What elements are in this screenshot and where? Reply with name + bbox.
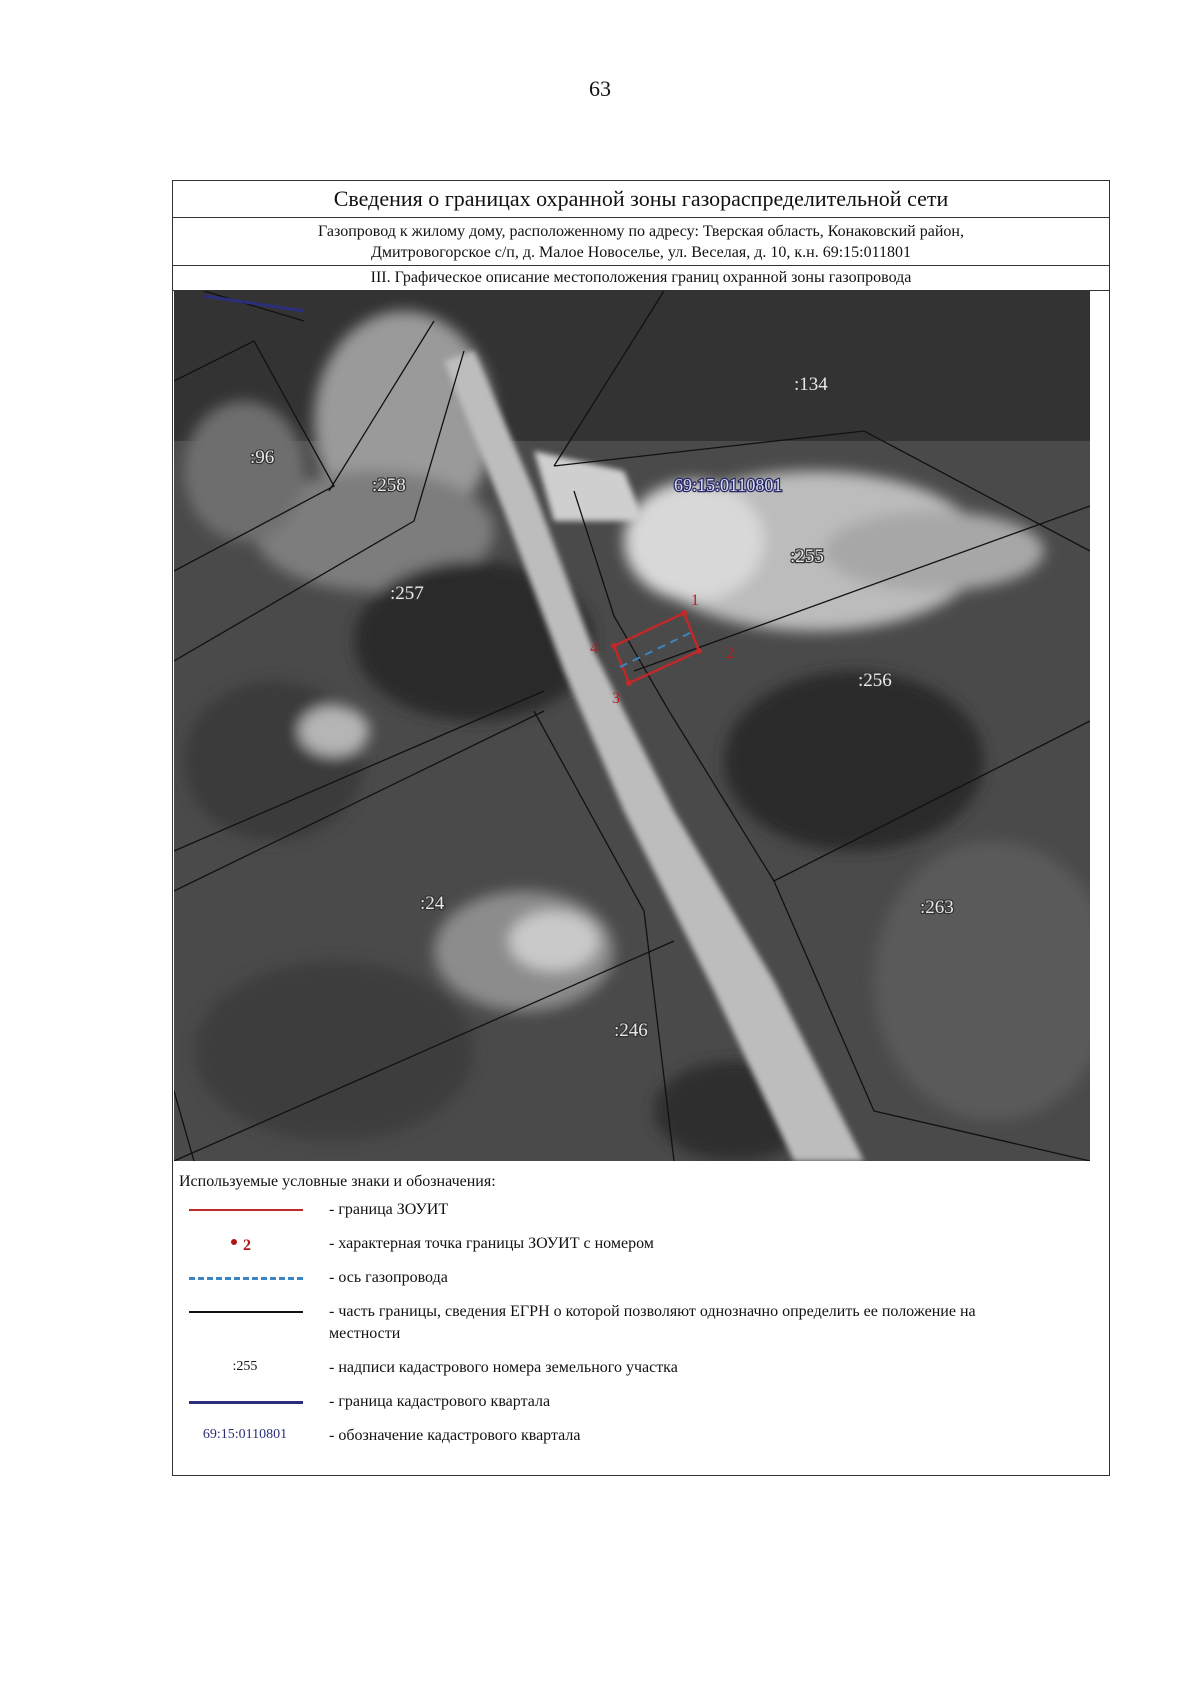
subtitle-line-2: Дмитровогорское с/п, д. Малое Новоселье, ул. Веселая, д. 10, к.н. 69:15:011801 (370, 244, 911, 261)
map-canvas (174, 291, 1090, 1161)
legend (179, 1173, 1099, 1459)
legend-symbol-text: :255 (232, 1359, 258, 1374)
legend-item-quarter-label (179, 1425, 1099, 1459)
legend-text: - часть границы, сведения ЕГРН о которой позволяют однозначно определить ее положение на местности (329, 1303, 976, 1342)
point-label-1: 1 (691, 592, 699, 609)
quarter-label: 69:15:0110801 (674, 475, 783, 495)
legend-item-zone-boundary (179, 1199, 1099, 1233)
legend-item-parcel-boundary (179, 1301, 1099, 1357)
parcel-label-24: :24 (420, 893, 445, 914)
parcel-label-263: :263 (920, 897, 954, 918)
legend-item-parcel-label (179, 1357, 1099, 1391)
legend-item-quarter-boundary (179, 1391, 1099, 1425)
subtitle-line-1: Газопровод к жилому дому, расположенному по адресу: Тверская область, Конаковский район, (318, 223, 964, 240)
legend-text: - ось газопровода (329, 1269, 448, 1286)
parcel-label-256: :256 (858, 670, 892, 691)
sheet-subtitle (173, 218, 1109, 266)
legend-point-number: 2 (243, 1237, 251, 1254)
legend-symbol-point (179, 1233, 311, 1255)
point-label-2: 2 (726, 645, 734, 662)
point-label-4: 4 (590, 640, 598, 657)
legend-symbol-black-line (179, 1301, 311, 1323)
satellite-map (174, 291, 1090, 1161)
point-label-3: 3 (612, 690, 620, 707)
section-title: III. Графическое описание местоположения границ охранной зоны газопровода (173, 266, 1109, 291)
parcel-label-255: :255 (790, 546, 824, 567)
legend-text: - обозначение кадастрового квартала (329, 1427, 581, 1444)
legend-symbol-dark-blue-line (179, 1391, 311, 1413)
parcel-label-258: :258 (372, 475, 406, 496)
parcel-label-96: :96 (250, 447, 275, 468)
legend-text: - граница ЗОУИТ (329, 1201, 449, 1218)
legend-item-point (179, 1233, 1099, 1267)
map-sheet (172, 180, 1110, 1476)
page-number: 63 (589, 76, 611, 101)
parcel-label-134: :134 (794, 374, 828, 395)
legend-item-gas-axis (179, 1267, 1099, 1301)
legend-symbol-dashed-line (179, 1267, 311, 1289)
legend-text: - надписи кадастрового номера земельного участка (329, 1359, 678, 1376)
legend-symbol-blue-text: 69:15:0110801 (202, 1427, 288, 1442)
legend-symbol-red-line (179, 1199, 311, 1221)
legend-text: - граница кадастрового квартала (329, 1393, 551, 1410)
sheet-title: Сведения о границах охранной зоны газораспределительной сети (173, 181, 1109, 218)
legend-title: Используемые условные знаки и обозначения: (179, 1173, 496, 1190)
parcel-label-246: :246 (614, 1020, 648, 1041)
legend-text: - характерная точка границы ЗОУИТ с номером (329, 1235, 654, 1252)
parcel-label-257: :257 (390, 583, 424, 604)
